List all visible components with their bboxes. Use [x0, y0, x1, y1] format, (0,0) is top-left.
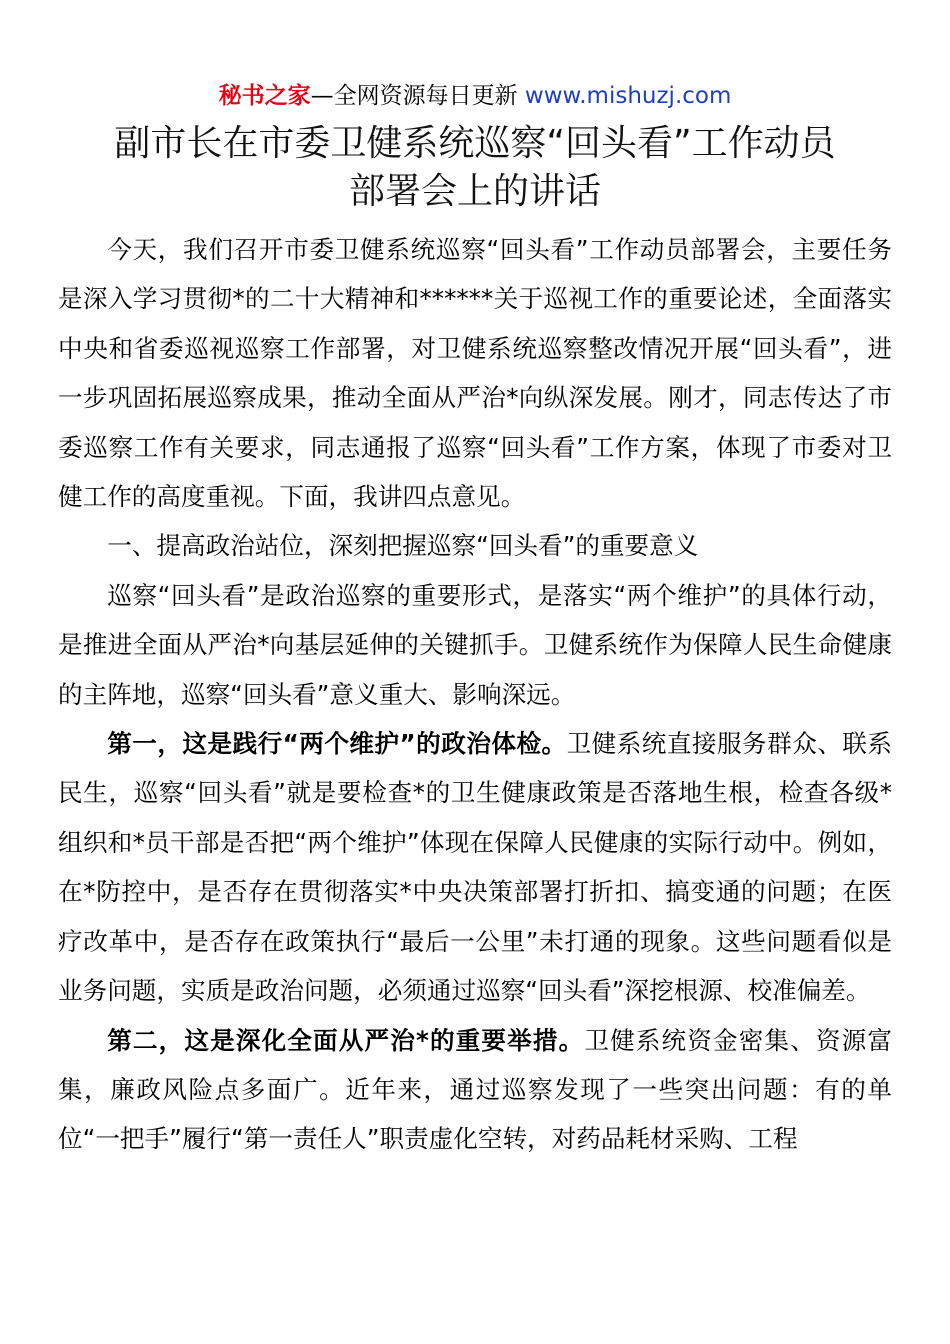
site-url[interactable]: www.mishuzj.com — [524, 83, 732, 109]
paragraph-significance: 巡察“回头看”是政治巡察的重要形式，是落实“两个维护”的具体行动，是推进全面从严治*向基层延伸的关键抓手。卫健系统作为保障人民生命健康的主阵地，巡察“回头看”意义重大、影响深远。 — [58, 580, 892, 709]
point-2-body: 卫健系统资金密集、资源富集，廉政风险点多面广。近年来，通过巡察发现了一些突出问题：有的单位“一把手”履行“第一责任人”职责虚化空转，对药品耗材采购、工程 — [58, 1025, 892, 1154]
document-title — [0, 120, 950, 216]
paragraph-intro: 今天，我们召开市委卫健系统巡察“回头看”工作动员部署会，主要任务是深入学习贯彻*的二十大精神和******关于巡视工作的重要论述，全面落实中央和省委巡视巡察工作部署，对卫健系统巡察整改情况开展“回头看”，进一步巩固拓展巡察成果，推动全面从严治*向纵深发展。刚才，同志传达了市委巡察工作有关要求，同志通报了巡察“回头看”工作方案，体现了市委对卫健工作的高度重视。下面，我讲四点意见。 — [58, 235, 892, 512]
title-line-2: 部署会上的讲话 — [348, 171, 601, 212]
point-1-body: 卫健系统直接服务群众、联系民生，巡察“回头看”就是要检查*的卫生健康政策是否落地生根，检查各级*组织和*员干部是否把“两个维护”体现在保障人民健康的实际行动中。例如，在*防控中，是否存在贯彻落实*中央决策部署打折扣、搞变通的问题；在医疗改革中，是否存在政策执行“最后一公里”未打通的现象。这些问题看似是业务问题，实质是政治问题，必须通过巡察“回头看”深挖根源、校准偏差。 — [58, 729, 892, 1006]
title-line-1: 副市长在市委卫健系统巡察“回头看”工作动员 — [114, 123, 836, 164]
site-brand: 秘书之家 — [218, 83, 311, 109]
site-header — [0, 80, 950, 112]
section-heading-1: 一、提高政治站位，深刻把握巡察“回头看”的重要意义 — [107, 531, 699, 561]
point-1-lead: 第一，这是践行“两个维护”的政治体检。 — [107, 729, 567, 759]
point-2-lead: 第二，这是深化全面从严治*的重要举措。 — [107, 1025, 585, 1055]
paragraph-point-1 — [58, 719, 892, 1015]
site-slogan: —全网资源每日更新 — [310, 83, 525, 109]
paragraph-point-2 — [58, 1016, 892, 1164]
document-body — [58, 225, 892, 1164]
